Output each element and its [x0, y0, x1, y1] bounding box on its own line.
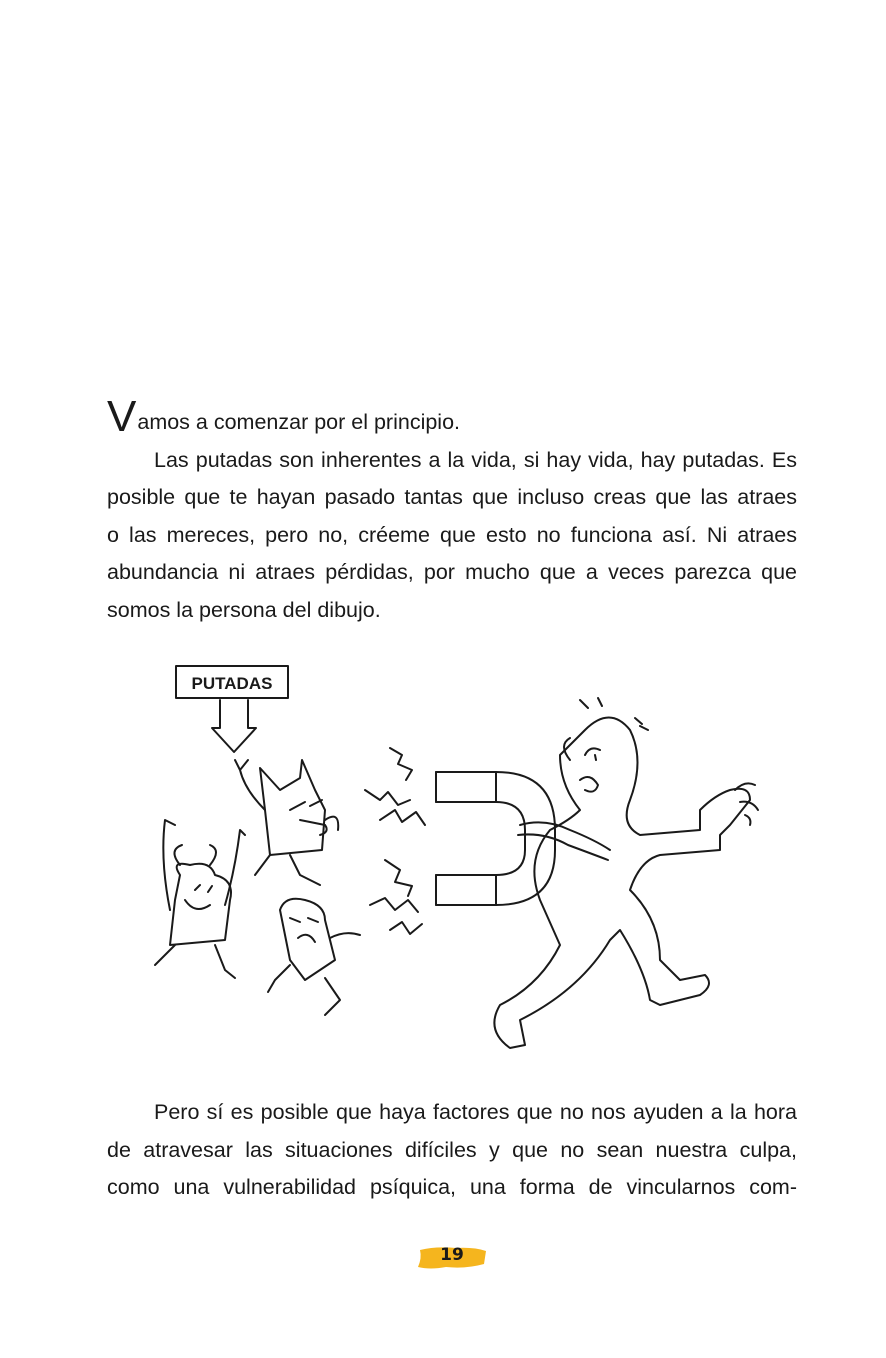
text-line: como una vulnerabilidad psíquica, una forma de vincularnos com-	[107, 1175, 797, 1200]
scribble	[380, 810, 425, 825]
text-line: de atravesar las situaciones difíciles y que no sean nuestra culpa,	[107, 1137, 797, 1162]
scribble	[390, 748, 412, 780]
small-creature	[268, 899, 360, 1015]
bull-creature	[155, 820, 245, 978]
text-line: somos la persona del dibujo.	[107, 597, 381, 622]
first-line-text: amos a comenzar por el principio.	[137, 410, 461, 434]
text-line: Pero sí es posible que haya factores que no nos ayuden a la hora	[154, 1100, 797, 1124]
arrow-down-icon	[212, 700, 256, 752]
scribble	[390, 922, 422, 934]
magnet-illustration	[140, 660, 770, 1055]
stressed-person	[494, 698, 758, 1048]
text-line: o las mereces, pero no, créeme que esto no funciona así. Ni atraes	[107, 522, 797, 547]
scribble	[370, 898, 418, 912]
page-number: 19	[440, 1245, 464, 1265]
page-number-badge	[416, 1242, 488, 1274]
first-line	[107, 392, 797, 442]
scribble	[385, 860, 412, 896]
drop-cap: V	[107, 392, 137, 441]
sign-label: PUTADAS	[191, 674, 273, 693]
text-line: Las putadas son inherentes a la vida, si hay vida, hay putadas. Es	[154, 447, 797, 472]
paragraph-continued	[107, 1094, 797, 1207]
text-line: abundancia ni atraes pérdidas, por mucho que a veces parezca que	[107, 560, 797, 585]
devil-creature	[235, 760, 338, 885]
paragraph-intro	[107, 392, 797, 630]
scribble	[365, 790, 410, 805]
text-line: posible que te hayan pasado tantas que incluso creas que las atraes	[107, 485, 797, 510]
magnet	[436, 772, 555, 905]
